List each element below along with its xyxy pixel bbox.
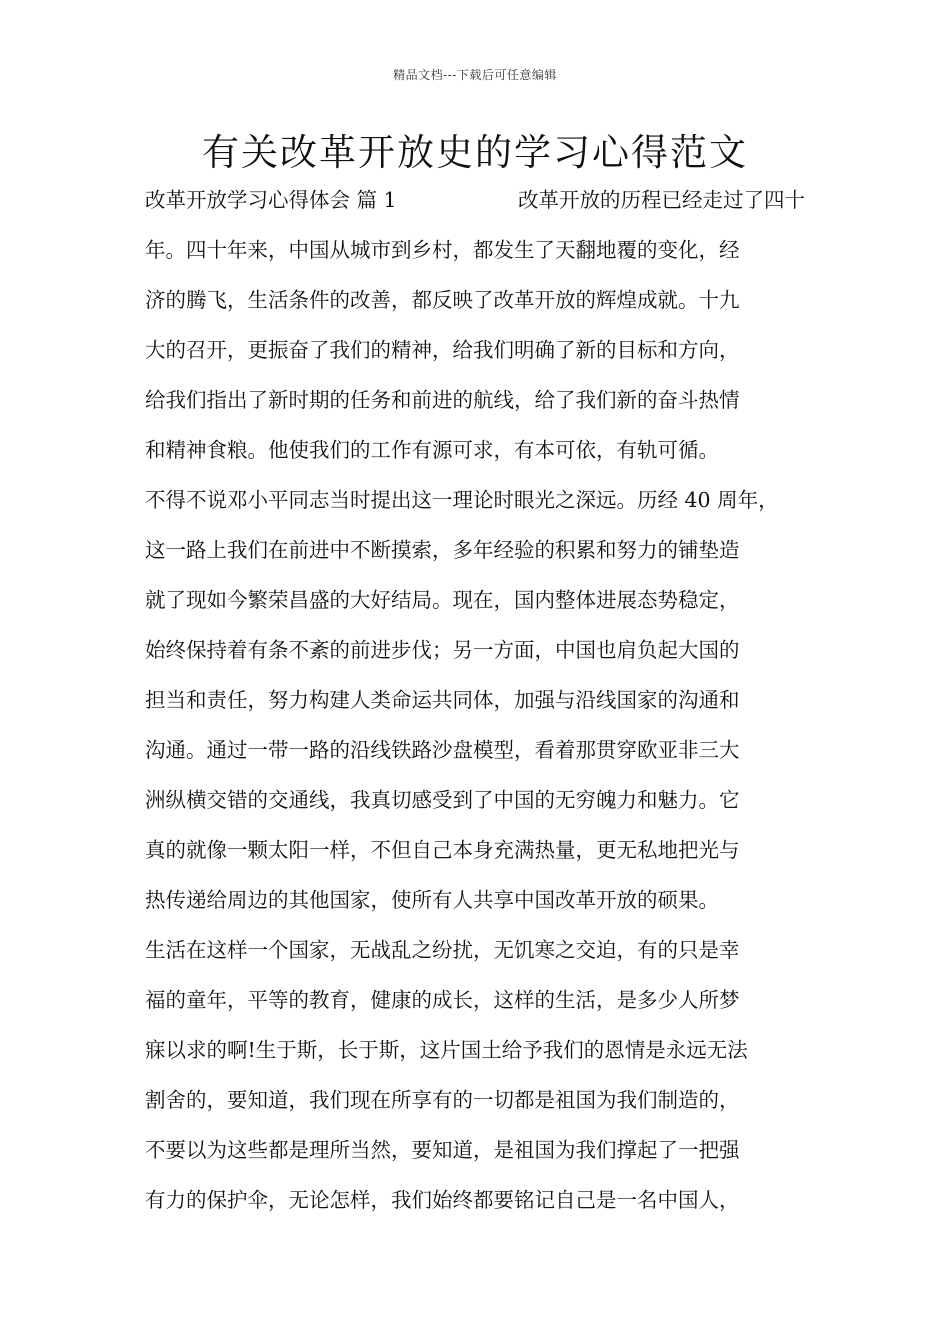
text-line: 和精神食粮。他使我们的工作有源可求，有本可依，有轨可循。 <box>145 438 719 462</box>
paragraph-start: 改革开放的历程已经走过了四十 <box>518 188 805 212</box>
text-line: 不得不说邓小平同志当时提出这一理论时眼光之深远。历经 40 周年， <box>145 488 779 512</box>
text-line: 不要以为这些都是理所当然，要知道，是祖国为我们撑起了一把强 <box>145 1138 740 1162</box>
text-line: 担当和责任，努力构建人类命运共同体，加强与沿线国家的沟通和 <box>145 688 740 712</box>
text-line: 寐以求的啊!生于斯，长于斯，这片国土给予我们的恩情是永远无法 <box>145 1038 748 1062</box>
text-line: 沟通。通过一带一路的沿线铁路沙盘模型，看着那贯穿欧亚非三大 <box>145 738 740 762</box>
first-line <box>145 182 805 232</box>
text-line: 大的召开，更振奋了我们的精神，给我们明确了新的目标和方向， <box>145 338 740 362</box>
document-title: 有关改革开放史的学习心得范文 <box>202 131 748 174</box>
header-note: 精品文档---下载后可任意编辑 <box>393 68 557 82</box>
text-line: 给我们指出了新时期的任务和前进的航线，给了我们新的奋斗热情 <box>145 388 740 412</box>
text-line: 热传递给周边的其他国家，使所有人共享中国改革开放的硕果。 <box>145 888 719 912</box>
text-line: 真的就像一颗太阳一样，不但自己本身充满热量，更无私地把光与 <box>145 838 740 862</box>
text-line: 年。四十年来，中国从城市到乡村，都发生了天翻地覆的变化，经 <box>145 238 740 262</box>
text-line: 割舍的，要知道，我们现在所享有的一切都是祖国为我们制造的， <box>145 1088 740 1112</box>
text-line: 洲纵横交错的交通线，我真切感受到了中国的无穷魄力和魅力。它 <box>145 788 740 812</box>
text-line: 济的腾飞，生活条件的改善，都反映了改革开放的辉煌成就。十九 <box>145 288 740 312</box>
text-line: 福的童年，平等的教育，健康的成长，这样的生活，是多少人所梦 <box>145 988 740 1012</box>
text-line: 始终保持着有条不紊的前进步伐；另一方面，中国也肩负起大国的 <box>145 638 740 662</box>
section-heading: 改革开放学习心得体会 篇 1 <box>145 188 397 212</box>
text-line: 生活在这样一个国家，无战乱之纷扰，无饥寒之交迫，有的只是幸 <box>145 938 740 962</box>
body-text <box>145 182 835 1232</box>
text-line: 这一路上我们在前进中不断摸索，多年经验的积累和努力的铺垫造 <box>145 538 740 562</box>
text-line: 就了现如今繁荣昌盛的大好结局。现在，国内整体进展态势稳定， <box>145 588 740 612</box>
text-line: 有力的保护伞，无论怎样，我们始终都要铭记自己是一名中国人， <box>145 1188 740 1212</box>
